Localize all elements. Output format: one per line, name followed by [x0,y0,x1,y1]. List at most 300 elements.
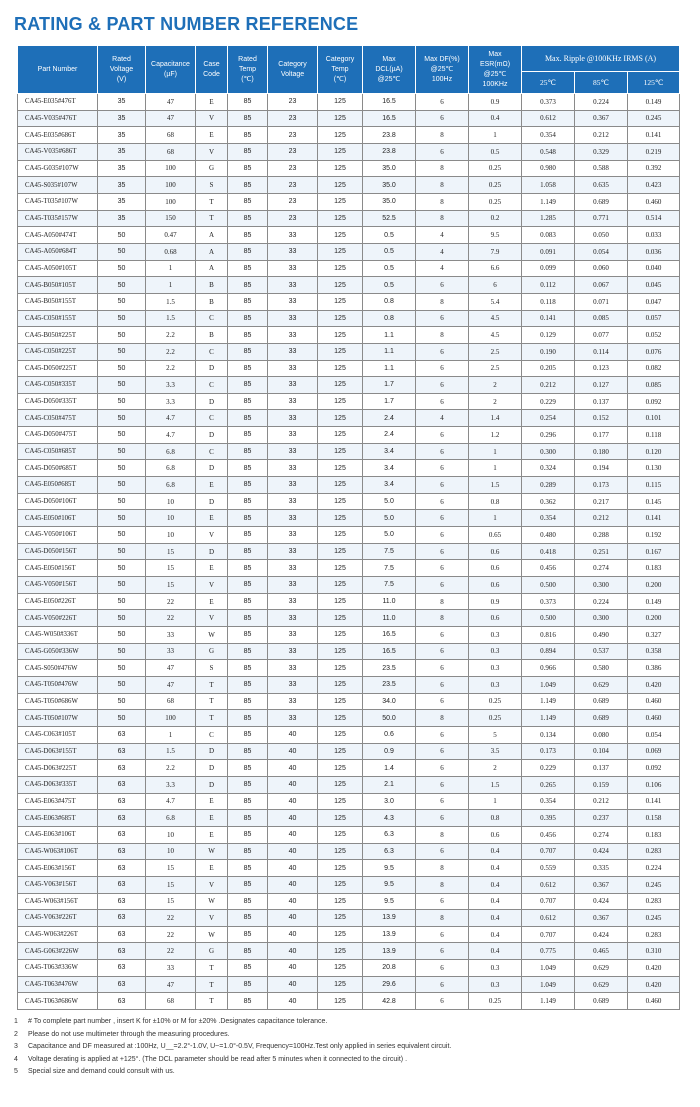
cell-ripple-25c: 0.141 [522,310,575,327]
cell-capacitance: 15 [146,860,196,877]
cell-category-voltage: 40 [268,876,318,893]
cell-max-dcl: 3.4 [363,477,416,494]
cell-category-temp: 125 [318,610,363,627]
cell-ripple-125c: 0.420 [628,976,680,993]
cell-ripple-125c: 0.460 [628,710,680,727]
cell-rated-voltage: 50 [98,676,146,693]
footnotes [14,1016,451,1079]
cell-rated-temp: 85 [228,843,268,860]
cell-ripple-25c: 1.049 [522,960,575,977]
cell-category-voltage: 33 [268,293,318,310]
cell-case-code: A [196,227,228,244]
cell-category-voltage: 40 [268,810,318,827]
cell-ripple-85c: 0.212 [575,127,628,144]
cell-max-esr: 0.4 [469,910,522,927]
footnote-text: Capacitance and DF measured at :100Hz, U__=2.2°-1.0V, U~=1.0°-0.5V, Frequency=100Hz.Test only applied in series equivalent circuit. [28,1043,452,1051]
cell-category-voltage: 23 [268,110,318,127]
cell-max-df: 6 [416,726,469,743]
header-part-number: Part Number [18,46,98,94]
cell-max-esr: 1 [469,443,522,460]
cell-case-code: V [196,577,228,594]
cell-ripple-125c: 0.092 [628,760,680,777]
cell-part-number: CA45-B050#225T [18,327,98,344]
header-max-df: Max DF(%) @25℃ 100Hz [416,46,469,94]
cell-category-voltage: 33 [268,427,318,444]
cell-ripple-85c: 0.367 [575,110,628,127]
cell-ripple-125c: 0.392 [628,160,680,177]
cell-rated-temp: 85 [228,227,268,244]
cell-category-temp: 125 [318,293,363,310]
cell-capacitance: 68 [146,993,196,1010]
cell-case-code: E [196,793,228,810]
cell-max-esr: 2 [469,760,522,777]
cell-part-number: CA45-E063#106T [18,826,98,843]
cell-case-code: V [196,910,228,927]
cell-max-df: 8 [416,593,469,610]
cell-ripple-125c: 0.245 [628,876,680,893]
cell-ripple-85c: 0.367 [575,910,628,927]
table-row [18,127,680,144]
cell-ripple-85c: 0.689 [575,693,628,710]
cell-max-dcl: 52.5 [363,210,416,227]
cell-part-number: CA45-E063#685T [18,810,98,827]
table-row [18,627,680,644]
cell-ripple-25c: 0.707 [522,926,575,943]
cell-part-number: CA45-V035#686T [18,143,98,160]
header-max-ripple: Max. Ripple @100KHz IRMS (A) [522,46,680,72]
cell-ripple-85c: 0.465 [575,943,628,960]
cell-ripple-85c: 0.424 [575,893,628,910]
header-ripple-125c: 125℃ [628,72,680,94]
cell-ripple-85c: 0.080 [575,726,628,743]
cell-rated-voltage: 35 [98,110,146,127]
cell-rated-temp: 85 [228,743,268,760]
cell-max-esr: 9.5 [469,227,522,244]
cell-ripple-25c: 0.500 [522,610,575,627]
cell-ripple-85c: 0.212 [575,510,628,527]
cell-rated-voltage: 63 [98,760,146,777]
cell-case-code: T [196,710,228,727]
cell-capacitance: 68 [146,127,196,144]
cell-case-code: G [196,160,228,177]
cell-category-voltage: 33 [268,443,318,460]
cell-rated-temp: 85 [228,943,268,960]
cell-ripple-25c: 0.229 [522,393,575,410]
cell-rated-temp: 85 [228,493,268,510]
header-rated-temp: Rated Temp (℃) [228,46,268,94]
cell-rated-temp: 85 [228,177,268,194]
table-row [18,976,680,993]
cell-category-voltage: 40 [268,860,318,877]
cell-max-esr: 2.5 [469,360,522,377]
cell-case-code: A [196,243,228,260]
table-row [18,110,680,127]
cell-max-df: 8 [416,710,469,727]
cell-part-number: CA45-A050#684T [18,243,98,260]
cell-category-voltage: 23 [268,193,318,210]
cell-part-number: CA45-C063#105T [18,726,98,743]
cell-ripple-85c: 0.180 [575,443,628,460]
cell-ripple-85c: 0.629 [575,676,628,693]
cell-part-number: CA45-V050#106T [18,527,98,544]
cell-ripple-25c: 0.775 [522,943,575,960]
cell-ripple-85c: 0.300 [575,577,628,594]
cell-part-number: CA45-E063#475T [18,793,98,810]
cell-rated-voltage: 63 [98,960,146,977]
cell-category-temp: 125 [318,843,363,860]
cell-max-dcl: 13.9 [363,926,416,943]
cell-ripple-125c: 0.327 [628,627,680,644]
cell-max-dcl: 16.5 [363,94,416,111]
cell-ripple-125c: 0.219 [628,143,680,160]
cell-rated-voltage: 35 [98,94,146,111]
cell-case-code: T [196,193,228,210]
cell-part-number: CA45-W063#226T [18,926,98,943]
table-row [18,876,680,893]
cell-ripple-25c: 1.149 [522,993,575,1010]
cell-ripple-125c: 0.192 [628,527,680,544]
cell-ripple-85c: 0.224 [575,593,628,610]
cell-case-code: B [196,293,228,310]
cell-max-dcl: 0.8 [363,310,416,327]
cell-ripple-125c: 0.036 [628,243,680,260]
cell-max-df: 6 [416,443,469,460]
cell-max-esr: 0.8 [469,493,522,510]
cell-category-voltage: 23 [268,177,318,194]
cell-category-voltage: 40 [268,726,318,743]
cell-rated-temp: 85 [228,110,268,127]
cell-ripple-125c: 0.283 [628,926,680,943]
cell-ripple-25c: 0.456 [522,560,575,577]
cell-ripple-25c: 0.816 [522,627,575,644]
cell-part-number: CA45-V063#156T [18,876,98,893]
cell-rated-voltage: 50 [98,443,146,460]
cell-capacitance: 10 [146,843,196,860]
cell-ripple-85c: 0.237 [575,810,628,827]
cell-ripple-125c: 0.120 [628,443,680,460]
cell-max-dcl: 1.1 [363,327,416,344]
cell-case-code: D [196,460,228,477]
cell-ripple-85c: 0.212 [575,793,628,810]
footnote-number: 5 [14,1068,18,1076]
cell-ripple-25c: 0.500 [522,577,575,594]
cell-ripple-85c: 0.771 [575,210,628,227]
cell-category-voltage: 23 [268,94,318,111]
cell-max-esr: 0.9 [469,593,522,610]
cell-case-code: D [196,493,228,510]
cell-max-esr: 0.3 [469,960,522,977]
table-row [18,893,680,910]
cell-rated-temp: 85 [228,660,268,677]
cell-part-number: CA45-T050#107W [18,710,98,727]
cell-max-df: 6 [416,343,469,360]
cell-rated-temp: 85 [228,693,268,710]
cell-rated-temp: 85 [228,993,268,1010]
cell-category-voltage: 40 [268,910,318,927]
table-row [18,793,680,810]
cell-max-dcl: 6.3 [363,843,416,860]
cell-max-df: 4 [416,243,469,260]
cell-capacitance: 2.2 [146,343,196,360]
cell-max-df: 6 [416,94,469,111]
cell-ripple-85c: 0.300 [575,610,628,627]
cell-part-number: CA45-V050#156T [18,577,98,594]
cell-max-df: 6 [416,760,469,777]
cell-rated-temp: 85 [228,676,268,693]
cell-category-voltage: 33 [268,460,318,477]
cell-max-df: 6 [416,377,469,394]
cell-rated-voltage: 50 [98,693,146,710]
cell-max-df: 6 [416,776,469,793]
cell-max-dcl: 23.5 [363,676,416,693]
cell-max-dcl: 11.0 [363,593,416,610]
cell-ripple-25c: 0.707 [522,893,575,910]
cell-category-voltage: 40 [268,926,318,943]
cell-part-number: CA45-D050#335T [18,393,98,410]
cell-rated-voltage: 35 [98,143,146,160]
footnote-text: # To complete part number , insert K for ±10% or M for ±20% .Designates capacitance tolerance. [28,1018,328,1025]
cell-max-dcl: 7.5 [363,543,416,560]
cell-max-dcl: 5.0 [363,510,416,527]
cell-max-esr: 0.6 [469,543,522,560]
table-row [18,843,680,860]
cell-max-dcl: 23.8 [363,143,416,160]
cell-max-df: 4 [416,410,469,427]
cell-category-temp: 125 [318,893,363,910]
cell-category-temp: 125 [318,160,363,177]
cell-ripple-25c: 0.418 [522,543,575,560]
cell-part-number: CA45-S035#107W [18,177,98,194]
cell-category-voltage: 40 [268,993,318,1010]
table-row [18,460,680,477]
cell-rated-temp: 85 [228,143,268,160]
cell-capacitance: 0.68 [146,243,196,260]
cell-rated-voltage: 50 [98,243,146,260]
cell-category-voltage: 33 [268,310,318,327]
cell-max-df: 6 [416,960,469,977]
cell-ripple-25c: 1.285 [522,210,575,227]
cell-ripple-125c: 0.054 [628,726,680,743]
cell-category-temp: 125 [318,343,363,360]
cell-ripple-125c: 0.245 [628,910,680,927]
cell-case-code: D [196,360,228,377]
cell-max-esr: 0.9 [469,94,522,111]
cell-max-esr: 0.25 [469,177,522,194]
cell-max-dcl: 0.5 [363,260,416,277]
cell-ripple-125c: 0.283 [628,843,680,860]
cell-ripple-85c: 0.537 [575,643,628,660]
cell-max-df: 6 [416,893,469,910]
cell-ripple-25c: 0.212 [522,377,575,394]
cell-capacitance: 47 [146,676,196,693]
cell-ripple-25c: 0.324 [522,460,575,477]
cell-max-df: 6 [416,676,469,693]
cell-max-esr: 0.4 [469,926,522,943]
table-row [18,926,680,943]
cell-ripple-125c: 0.158 [628,810,680,827]
cell-max-df: 6 [416,810,469,827]
cell-max-df: 8 [416,826,469,843]
header-category-temp: Category Temp (℃) [318,46,363,94]
cell-rated-voltage: 50 [98,293,146,310]
table-row [18,610,680,627]
cell-case-code: T [196,976,228,993]
cell-part-number: CA45-W050#336T [18,627,98,644]
cell-category-temp: 125 [318,460,363,477]
footnote-number: 2 [14,1030,18,1038]
cell-capacitance: 6.8 [146,460,196,477]
cell-max-dcl: 16.5 [363,643,416,660]
cell-capacitance: 2.2 [146,360,196,377]
cell-capacitance: 150 [146,210,196,227]
cell-category-temp: 125 [318,310,363,327]
cell-rated-voltage: 63 [98,843,146,860]
cell-rated-temp: 85 [228,393,268,410]
cell-ripple-85c: 0.635 [575,177,628,194]
cell-capacitance: 2.2 [146,760,196,777]
cell-part-number: CA45-B050#105T [18,277,98,294]
cell-category-temp: 125 [318,143,363,160]
cell-max-df: 6 [416,110,469,127]
cell-category-temp: 125 [318,660,363,677]
cell-max-df: 6 [416,527,469,544]
cell-part-number: CA45-T035#157W [18,210,98,227]
cell-case-code: D [196,393,228,410]
cell-case-code: W [196,843,228,860]
cell-category-voltage: 33 [268,577,318,594]
cell-rated-voltage: 63 [98,876,146,893]
cell-rated-voltage: 50 [98,227,146,244]
cell-max-dcl: 7.5 [363,577,416,594]
cell-rated-temp: 85 [228,910,268,927]
cell-category-temp: 125 [318,710,363,727]
cell-case-code: C [196,443,228,460]
cell-max-esr: 0.6 [469,560,522,577]
cell-max-dcl: 29.6 [363,976,416,993]
cell-ripple-85c: 0.177 [575,427,628,444]
cell-category-voltage: 40 [268,843,318,860]
cell-category-temp: 125 [318,943,363,960]
cell-capacitance: 1 [146,260,196,277]
cell-case-code: C [196,343,228,360]
table-row [18,577,680,594]
cell-ripple-25c: 0.229 [522,760,575,777]
cell-max-esr: 0.4 [469,893,522,910]
cell-ripple-125c: 0.033 [628,227,680,244]
cell-category-temp: 125 [318,776,363,793]
cell-capacitance: 33 [146,960,196,977]
cell-category-voltage: 33 [268,560,318,577]
cell-case-code: E [196,127,228,144]
cell-max-esr: 1.5 [469,477,522,494]
cell-category-temp: 125 [318,643,363,660]
cell-capacitance: 1 [146,277,196,294]
cell-category-voltage: 33 [268,243,318,260]
cell-category-temp: 125 [318,810,363,827]
cell-rated-temp: 85 [228,627,268,644]
cell-ripple-85c: 0.329 [575,143,628,160]
table-row [18,593,680,610]
cell-rated-temp: 85 [228,826,268,843]
cell-rated-temp: 85 [228,94,268,111]
cell-category-temp: 125 [318,993,363,1010]
cell-max-dcl: 9.5 [363,860,416,877]
cell-category-temp: 125 [318,926,363,943]
cell-ripple-85c: 0.127 [575,377,628,394]
cell-max-esr: 0.5 [469,143,522,160]
cell-category-voltage: 33 [268,676,318,693]
cell-ripple-125c: 0.149 [628,94,680,111]
cell-category-temp: 125 [318,510,363,527]
cell-category-temp: 125 [318,443,363,460]
cell-category-temp: 125 [318,360,363,377]
cell-ripple-125c: 0.310 [628,943,680,960]
cell-category-voltage: 40 [268,826,318,843]
table-row [18,94,680,111]
cell-case-code: T [196,960,228,977]
table-row [18,377,680,394]
cell-rated-temp: 85 [228,577,268,594]
cell-ripple-125c: 0.057 [628,310,680,327]
cell-max-df: 6 [416,627,469,644]
table-row [18,993,680,1010]
table-row [18,360,680,377]
cell-ripple-125c: 0.052 [628,327,680,344]
cell-capacitance: 1.5 [146,743,196,760]
cell-rated-voltage: 63 [98,826,146,843]
cell-rated-temp: 85 [228,893,268,910]
header-rated-voltage: Rated Voltage (V) [98,46,146,94]
cell-category-voltage: 40 [268,776,318,793]
cell-max-esr: 7.9 [469,243,522,260]
cell-category-temp: 125 [318,477,363,494]
cell-max-dcl: 5.0 [363,527,416,544]
cell-ripple-125c: 0.076 [628,343,680,360]
cell-ripple-125c: 0.141 [628,127,680,144]
cell-ripple-25c: 0.559 [522,860,575,877]
cell-category-temp: 125 [318,243,363,260]
cell-rated-voltage: 50 [98,710,146,727]
cell-ripple-125c: 0.118 [628,427,680,444]
cell-rated-voltage: 50 [98,310,146,327]
cell-case-code: W [196,893,228,910]
cell-max-dcl: 1.7 [363,377,416,394]
cell-max-df: 8 [416,160,469,177]
cell-ripple-25c: 0.373 [522,94,575,111]
cell-rated-temp: 85 [228,760,268,777]
part-number-table [17,45,680,1010]
cell-capacitance: 3.3 [146,776,196,793]
cell-ripple-85c: 0.067 [575,277,628,294]
cell-ripple-125c: 0.183 [628,560,680,577]
cell-ripple-125c: 0.460 [628,693,680,710]
cell-max-dcl: 42.8 [363,993,416,1010]
cell-category-voltage: 40 [268,960,318,977]
table-row [18,260,680,277]
cell-capacitance: 22 [146,926,196,943]
cell-max-df: 8 [416,327,469,344]
cell-ripple-85c: 0.152 [575,410,628,427]
header-case-code: Case Code [196,46,228,94]
cell-rated-temp: 85 [228,310,268,327]
cell-rated-voltage: 50 [98,343,146,360]
cell-max-df: 6 [416,143,469,160]
table-row [18,710,680,727]
cell-part-number: CA45-C050#155T [18,310,98,327]
cell-capacitance: 1.5 [146,310,196,327]
cell-rated-voltage: 50 [98,327,146,344]
cell-max-esr: 1.5 [469,776,522,793]
